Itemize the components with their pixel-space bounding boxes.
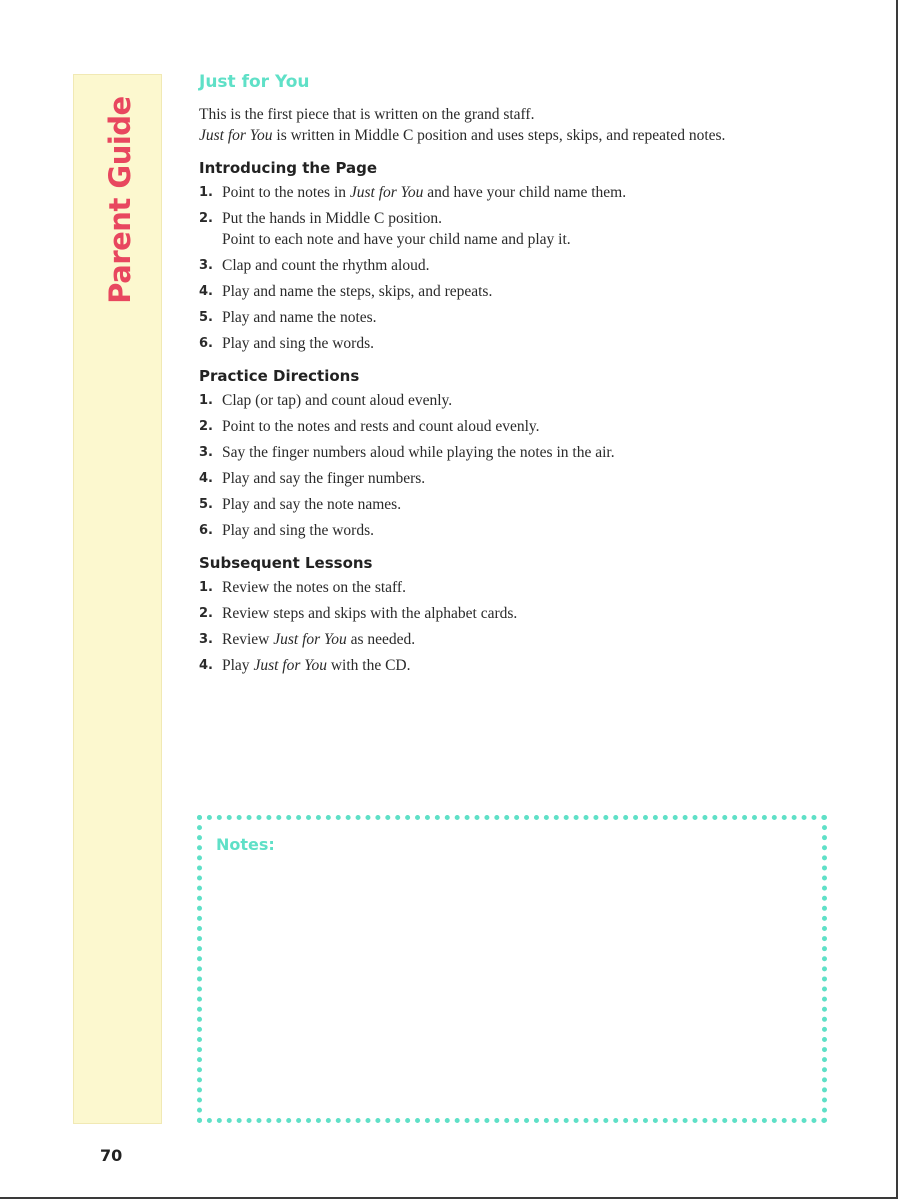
item-text: Clap (or tap) and count aloud evenly. bbox=[222, 392, 453, 409]
list-item bbox=[199, 603, 839, 624]
item-number: 1. bbox=[199, 580, 213, 595]
step-list bbox=[199, 182, 839, 354]
item-number: 5. bbox=[199, 497, 213, 512]
list-item bbox=[199, 255, 839, 276]
item-text: as needed. bbox=[346, 631, 416, 648]
intro-title-italic: Just for You bbox=[199, 127, 273, 144]
intro-paragraph bbox=[199, 104, 839, 146]
item-italic: Just for You bbox=[349, 184, 424, 201]
list-item bbox=[199, 520, 839, 541]
item-number: 4. bbox=[199, 471, 213, 486]
item-italic: Just for You bbox=[273, 631, 347, 648]
page-title: Just for You bbox=[199, 72, 310, 92]
item-number: 3. bbox=[199, 445, 213, 460]
item-text: with the CD. bbox=[326, 657, 411, 674]
intro-line-2: is written in Middle C position and uses steps, skips, and repeated notes. bbox=[272, 127, 726, 144]
item-text: Point to the notes and rests and count aloud evenly. bbox=[222, 418, 540, 435]
item-text: Clap and count the rhythm aloud. bbox=[222, 257, 430, 274]
list-item bbox=[199, 655, 839, 676]
step-list bbox=[199, 577, 839, 676]
notes-label: Notes: bbox=[216, 835, 275, 854]
item-number: 1. bbox=[199, 185, 213, 200]
item-text: Play and say the note names. bbox=[222, 496, 402, 513]
item-text: Point to each note and have your child name and play it. bbox=[222, 231, 571, 248]
list-item bbox=[199, 281, 839, 302]
list-item bbox=[199, 577, 839, 598]
side-tab-label: Parent Guide bbox=[103, 96, 137, 304]
list-item bbox=[199, 629, 839, 650]
item-text: Point to the notes in bbox=[222, 184, 350, 201]
item-number: 2. bbox=[199, 606, 213, 621]
item-text: Play and sing the words. bbox=[222, 522, 374, 539]
page-number: 70 bbox=[100, 1146, 123, 1165]
item-number: 6. bbox=[199, 336, 213, 351]
section-subsequent bbox=[199, 553, 839, 676]
item-italic: Just for You bbox=[253, 657, 327, 674]
section-heading: Introducing the Page bbox=[199, 159, 378, 177]
list-item bbox=[199, 468, 839, 489]
list-item bbox=[199, 182, 839, 203]
list-item bbox=[199, 390, 839, 411]
item-text: and have your child name them. bbox=[423, 184, 627, 201]
item-number: 1. bbox=[199, 393, 213, 408]
step-list bbox=[199, 390, 839, 541]
item-text: Play and sing the words. bbox=[222, 335, 374, 352]
section-heading: Subsequent Lessons bbox=[199, 554, 373, 572]
item-number: 3. bbox=[199, 632, 213, 647]
section-introducing bbox=[199, 158, 839, 354]
main-content bbox=[199, 70, 839, 681]
item-text: Put the hands in Middle C position. bbox=[222, 210, 443, 227]
item-number: 5. bbox=[199, 310, 213, 325]
item-text: Play and name the notes. bbox=[222, 309, 377, 326]
section-practice bbox=[199, 366, 839, 541]
item-number: 2. bbox=[199, 211, 213, 226]
list-item bbox=[199, 307, 839, 328]
list-item bbox=[199, 208, 839, 250]
intro-line-1: This is the first piece that is written on the grand staff. bbox=[199, 106, 535, 123]
list-item bbox=[199, 416, 839, 437]
item-number: 3. bbox=[199, 258, 213, 273]
notes-box bbox=[197, 815, 827, 1123]
section-heading: Practice Directions bbox=[199, 367, 360, 385]
item-text: Review the notes on the staff. bbox=[222, 579, 406, 596]
item-number: 6. bbox=[199, 523, 213, 538]
list-item bbox=[199, 442, 839, 463]
item-number: 2. bbox=[199, 419, 213, 434]
item-text: Play and name the steps, skips, and repeats. bbox=[222, 283, 493, 300]
item-text: Play bbox=[222, 657, 254, 674]
list-item bbox=[199, 333, 839, 354]
item-text: Review steps and skips with the alphabet cards. bbox=[222, 605, 518, 622]
item-text: Play and say the finger numbers. bbox=[222, 470, 426, 487]
item-number: 4. bbox=[199, 284, 213, 299]
list-item bbox=[199, 494, 839, 515]
item-number: 4. bbox=[199, 658, 213, 673]
item-text: Review bbox=[222, 631, 274, 648]
item-text: Say the finger numbers aloud while playing the notes in the air. bbox=[222, 444, 615, 461]
